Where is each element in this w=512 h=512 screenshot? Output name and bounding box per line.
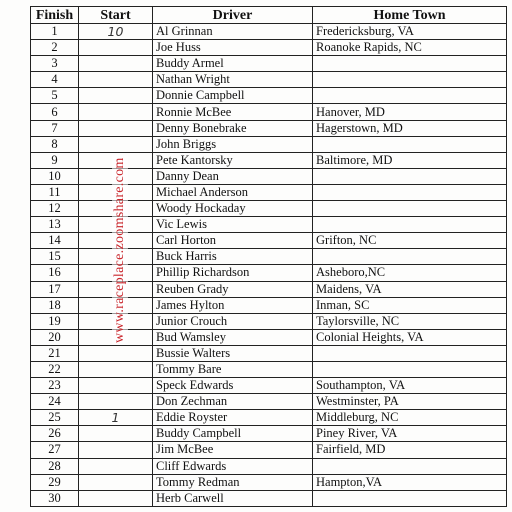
finish-cell: 25: [31, 410, 79, 426]
table-row: [31, 24, 507, 40]
home-town-cell: [313, 136, 507, 152]
finish-cell: 12: [31, 201, 79, 217]
table-row: [31, 88, 507, 104]
table-row: [31, 217, 507, 233]
table-row: [31, 136, 507, 152]
table-row: [31, 168, 507, 184]
home-town-cell: [313, 249, 507, 265]
finish-cell: 11: [31, 184, 79, 200]
start-cell: [79, 426, 153, 442]
home-town-cell: Grifton, NC: [313, 233, 507, 249]
table-row: [31, 378, 507, 394]
home-town-cell: [313, 201, 507, 217]
table-row: [31, 490, 507, 506]
driver-cell: Herb Carwell: [153, 490, 313, 506]
driver-cell: Donnie Campbell: [153, 88, 313, 104]
finish-cell: 21: [31, 345, 79, 361]
finish-cell: 7: [31, 120, 79, 136]
driver-cell: James Hylton: [153, 297, 313, 313]
driver-cell: Vic Lewis: [153, 217, 313, 233]
table-row: [31, 104, 507, 120]
column-header-finish: Finish: [31, 7, 79, 24]
driver-cell: Carl Horton: [153, 233, 313, 249]
start-cell: 1: [79, 410, 153, 426]
finish-cell: 3: [31, 56, 79, 72]
start-cell: [79, 474, 153, 490]
driver-cell: Woody Hockaday: [153, 201, 313, 217]
home-town-cell: [313, 88, 507, 104]
driver-cell: Tommy Bare: [153, 361, 313, 377]
table-row: [31, 329, 507, 345]
driver-cell: Ronnie McBee: [153, 104, 313, 120]
home-town-cell: Taylorsville, NC: [313, 313, 507, 329]
start-cell: [79, 378, 153, 394]
column-header-driver: Driver: [153, 7, 313, 24]
home-town-cell: Asheboro,NC: [313, 265, 507, 281]
driver-cell: Buddy Campbell: [153, 426, 313, 442]
start-cell: [79, 490, 153, 506]
driver-cell: Jim McBee: [153, 442, 313, 458]
start-cell: [79, 56, 153, 72]
driver-cell: Buddy Armel: [153, 56, 313, 72]
driver-cell: Eddie Royster: [153, 410, 313, 426]
driver-cell: Denny Bonebrake: [153, 120, 313, 136]
start-cell: [79, 345, 153, 361]
home-town-cell: Hagerstown, MD: [313, 120, 507, 136]
table-row: [31, 56, 507, 72]
home-town-cell: [313, 490, 507, 506]
driver-cell: Joe Huss: [153, 40, 313, 56]
start-cell: [79, 361, 153, 377]
finish-cell: 4: [31, 72, 79, 88]
finish-cell: 16: [31, 265, 79, 281]
finish-cell: 9: [31, 152, 79, 168]
driver-cell: Pete Kantorsky: [153, 152, 313, 168]
driver-cell: Buck Harris: [153, 249, 313, 265]
driver-cell: Reuben Grady: [153, 281, 313, 297]
start-cell: [79, 394, 153, 410]
table-row: [31, 72, 507, 88]
driver-cell: Bussie Walters: [153, 345, 313, 361]
table-row: [31, 426, 507, 442]
finish-cell: 5: [31, 88, 79, 104]
table-row: [31, 458, 507, 474]
table-row: [31, 249, 507, 265]
home-town-cell: [313, 458, 507, 474]
table-row: [31, 313, 507, 329]
table-row: [31, 281, 507, 297]
finish-cell: 13: [31, 217, 79, 233]
start-cell: [79, 88, 153, 104]
column-header-home-town: Home Town: [313, 7, 507, 24]
table-row: [31, 361, 507, 377]
driver-cell: John Briggs: [153, 136, 313, 152]
finish-cell: 20: [31, 329, 79, 345]
driver-cell: Al Grinnan: [153, 24, 313, 40]
table-row: [31, 120, 507, 136]
start-cell: [79, 136, 153, 152]
table-row: [31, 40, 507, 56]
start-cell: [79, 40, 153, 56]
driver-cell: Junior Crouch: [153, 313, 313, 329]
home-town-cell: [313, 72, 507, 88]
driver-cell: Michael Anderson: [153, 184, 313, 200]
table-row: [31, 265, 507, 281]
finish-cell: 27: [31, 442, 79, 458]
finish-cell: 18: [31, 297, 79, 313]
home-town-cell: [313, 345, 507, 361]
home-town-cell: Hanover, MD: [313, 104, 507, 120]
finish-cell: 15: [31, 249, 79, 265]
home-town-cell: Roanoke Rapids, NC: [313, 40, 507, 56]
home-town-cell: Maidens, VA: [313, 281, 507, 297]
race-results-table: [30, 6, 507, 507]
finish-cell: 28: [31, 458, 79, 474]
finish-cell: 6: [31, 104, 79, 120]
home-town-cell: Hampton,VA: [313, 474, 507, 490]
driver-cell: Danny Dean: [153, 168, 313, 184]
start-cell: [79, 458, 153, 474]
finish-cell: 26: [31, 426, 79, 442]
driver-cell: Don Zechman: [153, 394, 313, 410]
home-town-cell: Southampton, VA: [313, 378, 507, 394]
driver-cell: Phillip Richardson: [153, 265, 313, 281]
table-row: [31, 345, 507, 361]
finish-cell: 19: [31, 313, 79, 329]
start-cell: [79, 72, 153, 88]
start-cell: 10: [79, 24, 153, 40]
start-cell: [79, 120, 153, 136]
finish-cell: 30: [31, 490, 79, 506]
home-town-cell: Westminster, PA: [313, 394, 507, 410]
table-row: [31, 394, 507, 410]
table-row: [31, 410, 507, 426]
home-town-cell: [313, 361, 507, 377]
table-row: [31, 233, 507, 249]
table-row: [31, 152, 507, 168]
home-town-cell: [313, 217, 507, 233]
home-town-cell: [313, 184, 507, 200]
table-row: [31, 184, 507, 200]
start-cell: [79, 104, 153, 120]
driver-cell: Nathan Wright: [153, 72, 313, 88]
finish-cell: 8: [31, 136, 79, 152]
watermark-url: www.raceplace.zoomshare.com: [112, 157, 127, 343]
finish-cell: 10: [31, 168, 79, 184]
finish-cell: 22: [31, 361, 79, 377]
table-row: [31, 201, 507, 217]
home-town-cell: Piney River, VA: [313, 426, 507, 442]
table-row: [31, 474, 507, 490]
table-row: [31, 442, 507, 458]
driver-cell: Bud Wamsley: [153, 329, 313, 345]
start-cell: [79, 442, 153, 458]
home-town-cell: Fairfield, MD: [313, 442, 507, 458]
home-town-cell: Baltimore, MD: [313, 152, 507, 168]
header-row: [31, 7, 507, 24]
finish-cell: 24: [31, 394, 79, 410]
driver-cell: Cliff Edwards: [153, 458, 313, 474]
home-town-cell: [313, 168, 507, 184]
table-row: [31, 297, 507, 313]
finish-cell: 14: [31, 233, 79, 249]
home-town-cell: Colonial Heights, VA: [313, 329, 507, 345]
home-town-cell: Middleburg, NC: [313, 410, 507, 426]
home-town-cell: Inman, SC: [313, 297, 507, 313]
home-town-cell: [313, 56, 507, 72]
finish-cell: 17: [31, 281, 79, 297]
driver-cell: Speck Edwards: [153, 378, 313, 394]
home-town-cell: Fredericksburg, VA: [313, 24, 507, 40]
finish-cell: 23: [31, 378, 79, 394]
finish-cell: 2: [31, 40, 79, 56]
column-header-start: Start: [79, 7, 153, 24]
finish-cell: 29: [31, 474, 79, 490]
driver-cell: Tommy Redman: [153, 474, 313, 490]
results-body: [31, 24, 507, 507]
finish-cell: 1: [31, 24, 79, 40]
